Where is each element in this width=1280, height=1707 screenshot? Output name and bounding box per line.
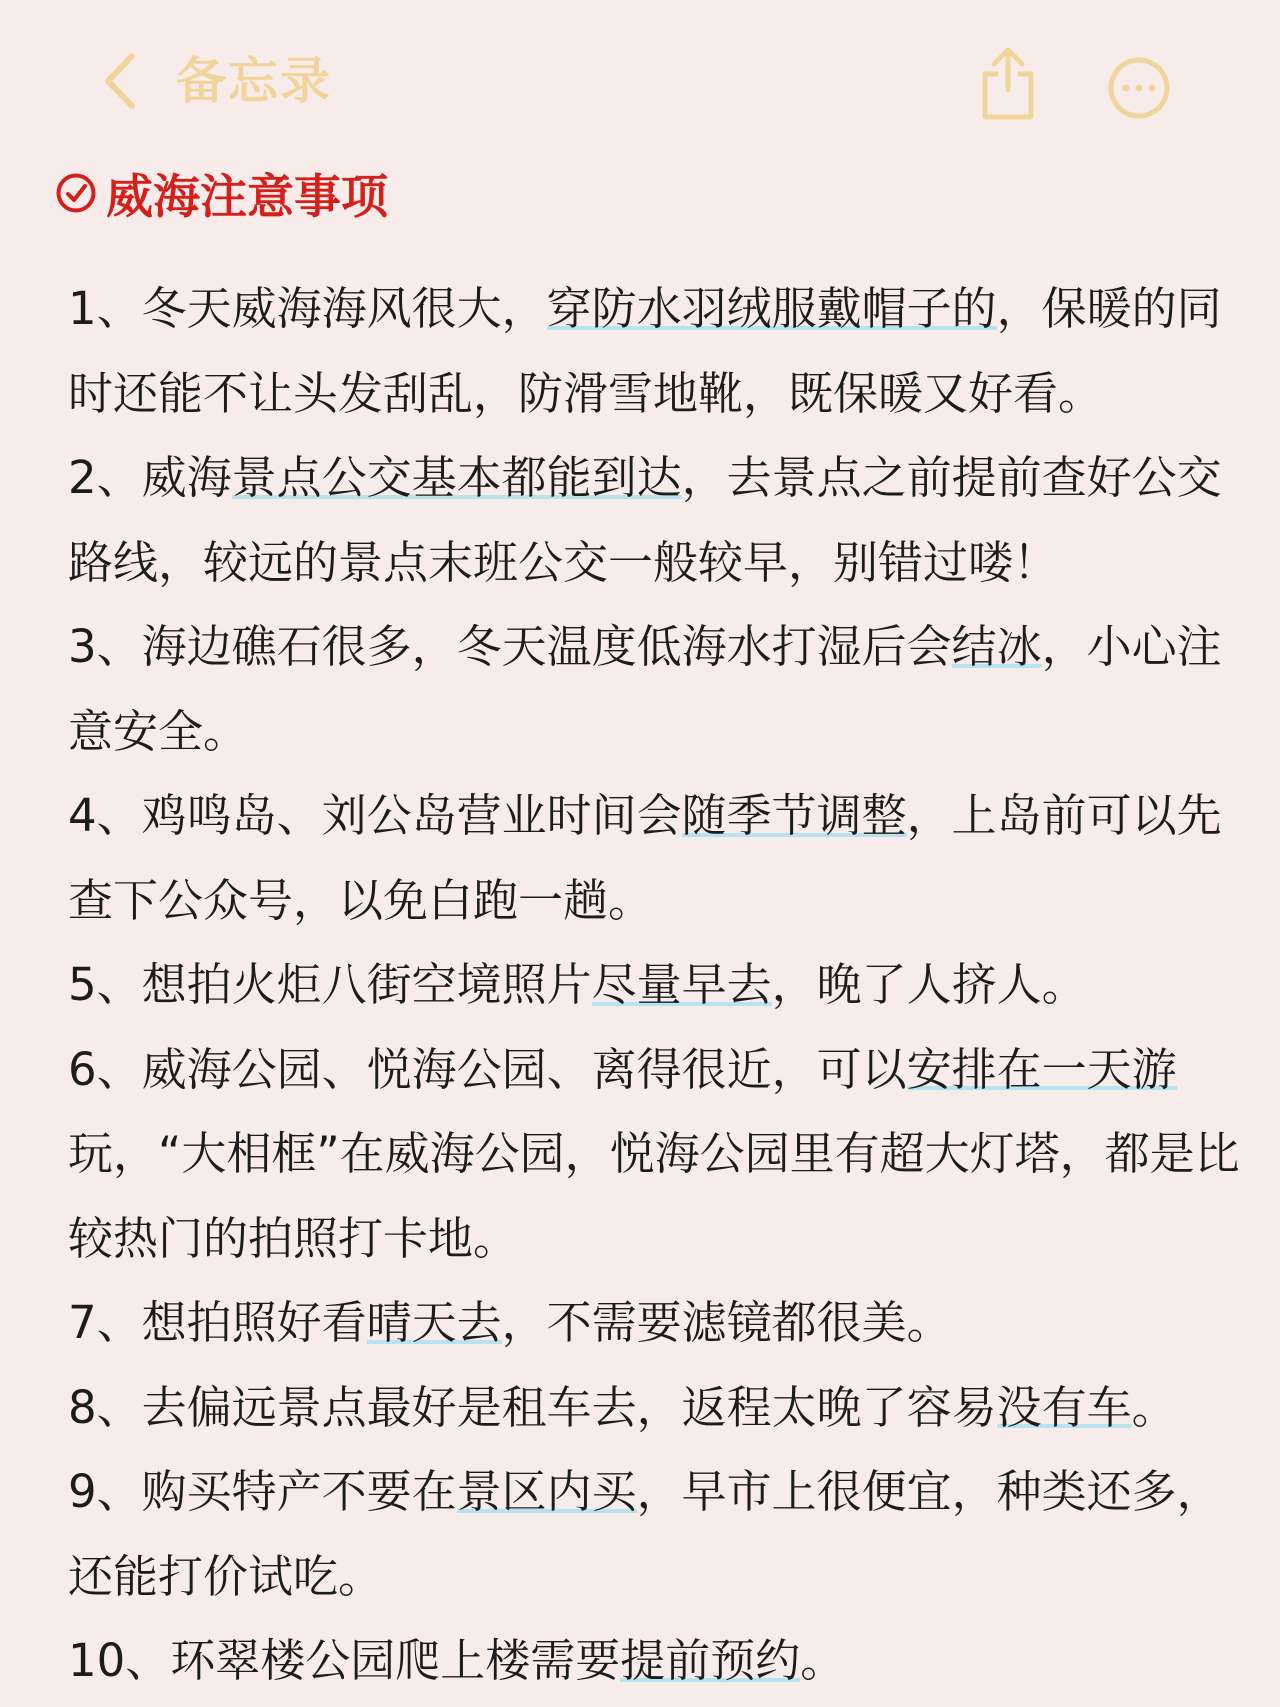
tip-text: ，早市上很便宜，种类还多，还能打价试吃。 [68,1465,1222,1603]
highlighted-text: 晴天去 [366,1296,502,1350]
tip-text: 4、鸡鸣岛、刘公岛营业时间会 [68,789,682,843]
tip-item-3 [68,605,1264,774]
tip-item-9 [68,1450,1264,1619]
tip-text: 5、想拍火炬八街空境照片 [68,958,592,1012]
tip-text: 7、想拍照好看 [68,1296,367,1350]
tips-list [54,267,1264,1704]
highlighted-text: 景点公交基本都能到达 [231,451,682,505]
back-button[interactable] [98,46,332,116]
note-content [54,150,1264,1704]
tip-text: 2、威海 [68,451,232,505]
tip-text: ，上岛前可以先查下公众号，以免白跑一趟。 [68,789,1222,927]
more-icon[interactable] [1107,56,1171,120]
tip-text: 10、环翠楼公园爬上楼需要 [68,1634,621,1688]
tip-text: 3、海边礁石很多，冬天温度低海水打湿后会 [68,620,952,674]
highlighted-text: 结冰 [951,620,1042,674]
tip-text: ，不需要滤镜都很美。 [501,1296,952,1350]
highlighted-text: 穿防水羽绒服戴帽子的 [546,282,997,336]
tip-item-7 [68,1281,1264,1366]
tip-text: 8、去偏远景点最好是租车去，返程太晚了容易 [68,1380,997,1434]
navigation-bar [0,0,1280,170]
tip-text: 6、威海公园、悦海公园、离得很近，可以 [68,1042,907,1096]
tip-item-4 [68,774,1264,943]
tip-text: ，晚了人挤人。 [771,958,1087,1012]
highlighted-text: 安排在一天游 [906,1042,1177,1096]
highlighted-text: 没有车 [996,1380,1132,1434]
tip-text: 。 [800,1634,846,1688]
tip-item-10 [68,1619,1264,1704]
note-title-text: 威海注意事项 [106,169,388,225]
back-button-label: 备忘录 [176,52,332,110]
tip-text: 1、冬天威海海风很大， [68,282,547,336]
tip-text: 。 [1131,1380,1177,1434]
highlighted-text: 景区内买 [456,1465,637,1519]
tip-text: ，保暖的同时还能不让头发刮乱，防滑雪地靴，既保暖又好看。 [68,282,1222,420]
tip-item-5 [68,943,1264,1028]
chevron-left-icon [98,49,142,113]
highlighted-text: 随季节调整 [681,789,907,843]
tip-item-1 [68,267,1264,436]
tip-item-8 [68,1366,1264,1451]
share-icon[interactable] [978,44,1038,122]
tip-text: ，小心注意安全。 [68,620,1222,758]
check-circle-icon [54,171,98,215]
tip-item-2 [68,436,1264,605]
tip-item-6 [68,1028,1264,1282]
tip-text: ，去景点之前提前查好公交路线，较远的景点末班公交一般较早，别错过喽！ [68,451,1222,589]
tip-text: 9、购买特产不要在 [68,1465,457,1519]
highlighted-text: 尽量早去 [591,958,772,1012]
highlighted-text: 提前预约 [620,1634,801,1688]
note-title [54,150,1264,236]
tip-text: 玩，“大相框”在威海公园，悦海公园里有超大灯塔，都是比较热门的拍照打卡地。 [68,1127,1240,1265]
